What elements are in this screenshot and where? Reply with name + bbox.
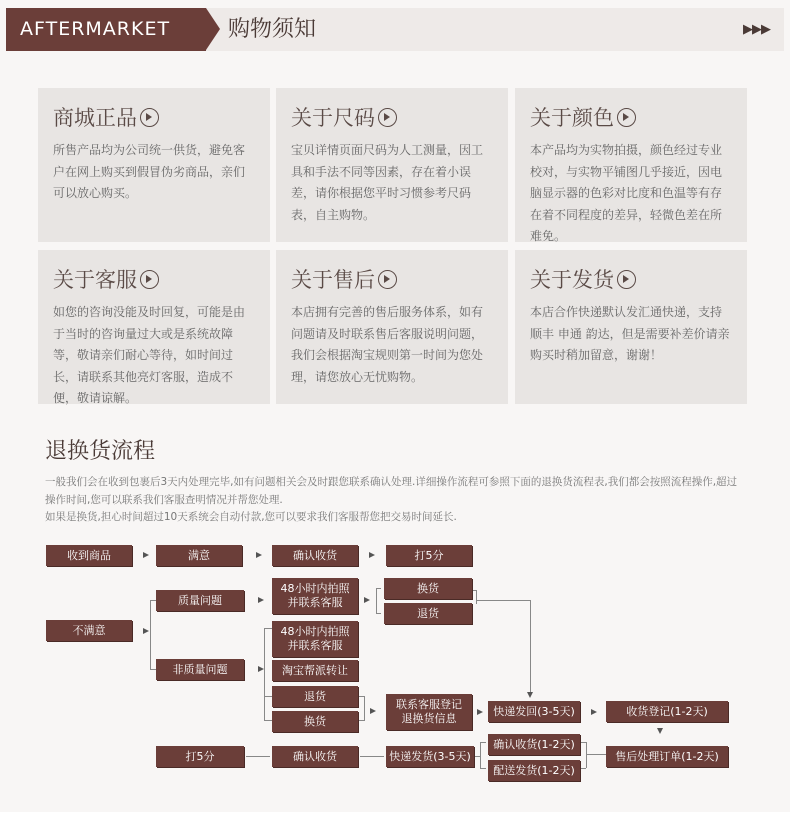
flow-step-taobao: 淘宝帮派转让 xyxy=(272,660,358,681)
flow-step-aftersale: 售后处理订单(1-2天) xyxy=(606,746,728,767)
flow-step-quality: 质量问题 xyxy=(156,590,244,611)
flow-text: 并联系客服 xyxy=(287,639,343,652)
flow-arrow xyxy=(143,628,149,634)
flow-step-exchange: 换货 xyxy=(384,578,472,599)
card-body: 所售产品均为公司统一供货，避免客户在网上购买到假冒伪劣商品，亲们可以放心购买。 xyxy=(53,143,246,200)
circle-arrow-icon xyxy=(617,270,636,289)
flow-text: 退换货信息 xyxy=(401,712,457,725)
flow-line xyxy=(264,628,265,720)
flow-line xyxy=(360,756,384,757)
flow-line xyxy=(581,742,586,743)
flow-line xyxy=(264,720,272,721)
flow-line xyxy=(530,600,531,692)
flow-arrow xyxy=(369,552,375,558)
flow-arrow xyxy=(527,692,533,698)
card-body: 本店合作快递默认发汇通快递，支持顺丰 申通 韵达，但是需要补差价请亲购买时稍加留意，谢谢！ xyxy=(530,305,730,362)
flow-step-confirm-receipt: 确认收货(1-2天) xyxy=(488,734,580,755)
more-arrows-icon[interactable]: ▶▶▶ xyxy=(743,22,770,37)
flow-arrow xyxy=(477,709,483,715)
flow-line xyxy=(476,600,530,601)
flow-line xyxy=(376,613,381,614)
circle-arrow-icon xyxy=(378,108,397,127)
flow-step-nonquality: 非质量问题 xyxy=(156,659,244,680)
flow-text: 48小时内拍照 xyxy=(280,625,350,638)
flow-step-unsatisfied: 不满意 xyxy=(46,620,132,641)
card-title: 关于颜色 xyxy=(530,102,733,132)
brand-label: AFTERMARKET xyxy=(6,8,206,51)
flow-line xyxy=(376,588,377,614)
flow-step-express-send: 快递发货(3-5天) xyxy=(386,746,474,767)
card-title: 关于发货 xyxy=(530,264,733,294)
card-aftersale xyxy=(276,250,508,404)
card-color xyxy=(515,88,747,242)
flow-step-deliver: 配送发货(1-2天) xyxy=(488,760,580,781)
flow-text: 联系客服登记 xyxy=(396,698,462,711)
card-body: 本产品均为实物拍摄，颜色经过专业校对，与实物平铺图几乎接近，因电脑显示器的色彩对比度和色温等有存在着不同程度的差异，轻微色差在所难免。 xyxy=(530,143,723,243)
brand-arrow-shape xyxy=(206,8,220,50)
flow-arrow xyxy=(256,552,262,558)
flow-arrow xyxy=(258,597,264,603)
flow-line xyxy=(480,742,486,743)
circle-arrow-icon xyxy=(140,108,159,127)
flow-arrow xyxy=(370,708,376,714)
flow-line xyxy=(480,742,481,768)
header-bar xyxy=(6,8,784,51)
flow-line xyxy=(264,628,272,629)
flow-step-photo xyxy=(272,621,358,657)
flow-text: 48小时内拍照 xyxy=(280,582,350,595)
flow-step-return: 退货 xyxy=(384,603,472,624)
circle-arrow-icon xyxy=(378,270,397,289)
flow-line xyxy=(476,590,477,604)
process-desc-line: 如果是换货,担心时间超过10天系统会自动付款,您可以要求我们客服帮您把交易时间延长. xyxy=(45,511,457,523)
flow-arrow xyxy=(258,666,264,672)
card-body: 宝贝详情页面尺码为人工测量，因工具和手法不同等因素，存在着小误差，请你根据您平时习惯参考尺码表，自主购物。 xyxy=(291,143,484,222)
circle-arrow-icon xyxy=(140,270,159,289)
flow-step-rate: 打5分 xyxy=(386,545,472,566)
flow-step-exchange: 换货 xyxy=(272,711,358,732)
flow-line xyxy=(480,768,486,769)
circle-arrow-icon xyxy=(617,108,636,127)
card-service xyxy=(38,250,270,404)
page-title: 购物须知 xyxy=(228,17,317,42)
card-body: 本店拥有完善的售后服务体系，如有问题请及时联系售后客服说明问题，我们会根据淘宝规则第一时间为您处理，请您放心无忧购物。 xyxy=(291,305,484,384)
flow-line xyxy=(376,588,381,589)
flow-arrow xyxy=(591,709,597,715)
flow-text: 并联系客服 xyxy=(287,596,343,609)
flow-step-receive-register: 收货登记(1-2天) xyxy=(606,701,728,722)
card-title: 商城正品 xyxy=(53,102,256,132)
card-title: 关于客服 xyxy=(53,264,256,294)
flow-step-confirm: 确认收货 xyxy=(272,545,358,566)
flow-line xyxy=(246,756,270,757)
card-size xyxy=(276,88,508,242)
flow-line xyxy=(364,696,365,721)
card-shipping xyxy=(515,250,747,404)
flow-arrow xyxy=(364,597,370,603)
flow-step-photo xyxy=(272,578,358,614)
card-title: 关于售后 xyxy=(291,264,494,294)
flow-arrow xyxy=(143,552,149,558)
flow-arrow xyxy=(657,728,663,734)
process-description xyxy=(45,474,745,527)
flow-step-confirm: 确认收货 xyxy=(272,746,358,767)
flow-line xyxy=(586,754,606,755)
card-title: 关于尺码 xyxy=(291,102,494,132)
card-genuine xyxy=(38,88,270,242)
flow-step-express-back: 快递发回(3-5天) xyxy=(488,701,580,722)
flow-line xyxy=(581,768,586,769)
process-title: 退换货流程 xyxy=(45,439,156,464)
process-desc-line: 一般我们会在收到包裹后3天内处理完毕,如有问题相关会及时跟您联系确认处理.详细操作流程可参照下面的退换货流程表,我们都会按照流程操作,超过操作时间,您可以联系我们客服查明情况并帮您处理. xyxy=(45,476,738,506)
card-body: 如您的咨询没能及时回复，可能是由于当时的咨询量过大或是系统故障等，敬请亲们耐心等待，如时间过长，请联系其他亮灯客服，造成不便，敬请谅解。 xyxy=(53,305,246,405)
flow-step-return: 退货 xyxy=(272,686,358,707)
flow-line xyxy=(474,756,480,757)
flow-step-rate: 打5分 xyxy=(156,746,244,767)
flow-line xyxy=(264,696,272,697)
flow-step-satisfied: 满意 xyxy=(156,545,242,566)
flow-line xyxy=(150,600,151,670)
flow-step-contact xyxy=(386,694,472,730)
flow-line xyxy=(586,742,587,768)
flow-step-received: 收到商品 xyxy=(46,545,132,566)
